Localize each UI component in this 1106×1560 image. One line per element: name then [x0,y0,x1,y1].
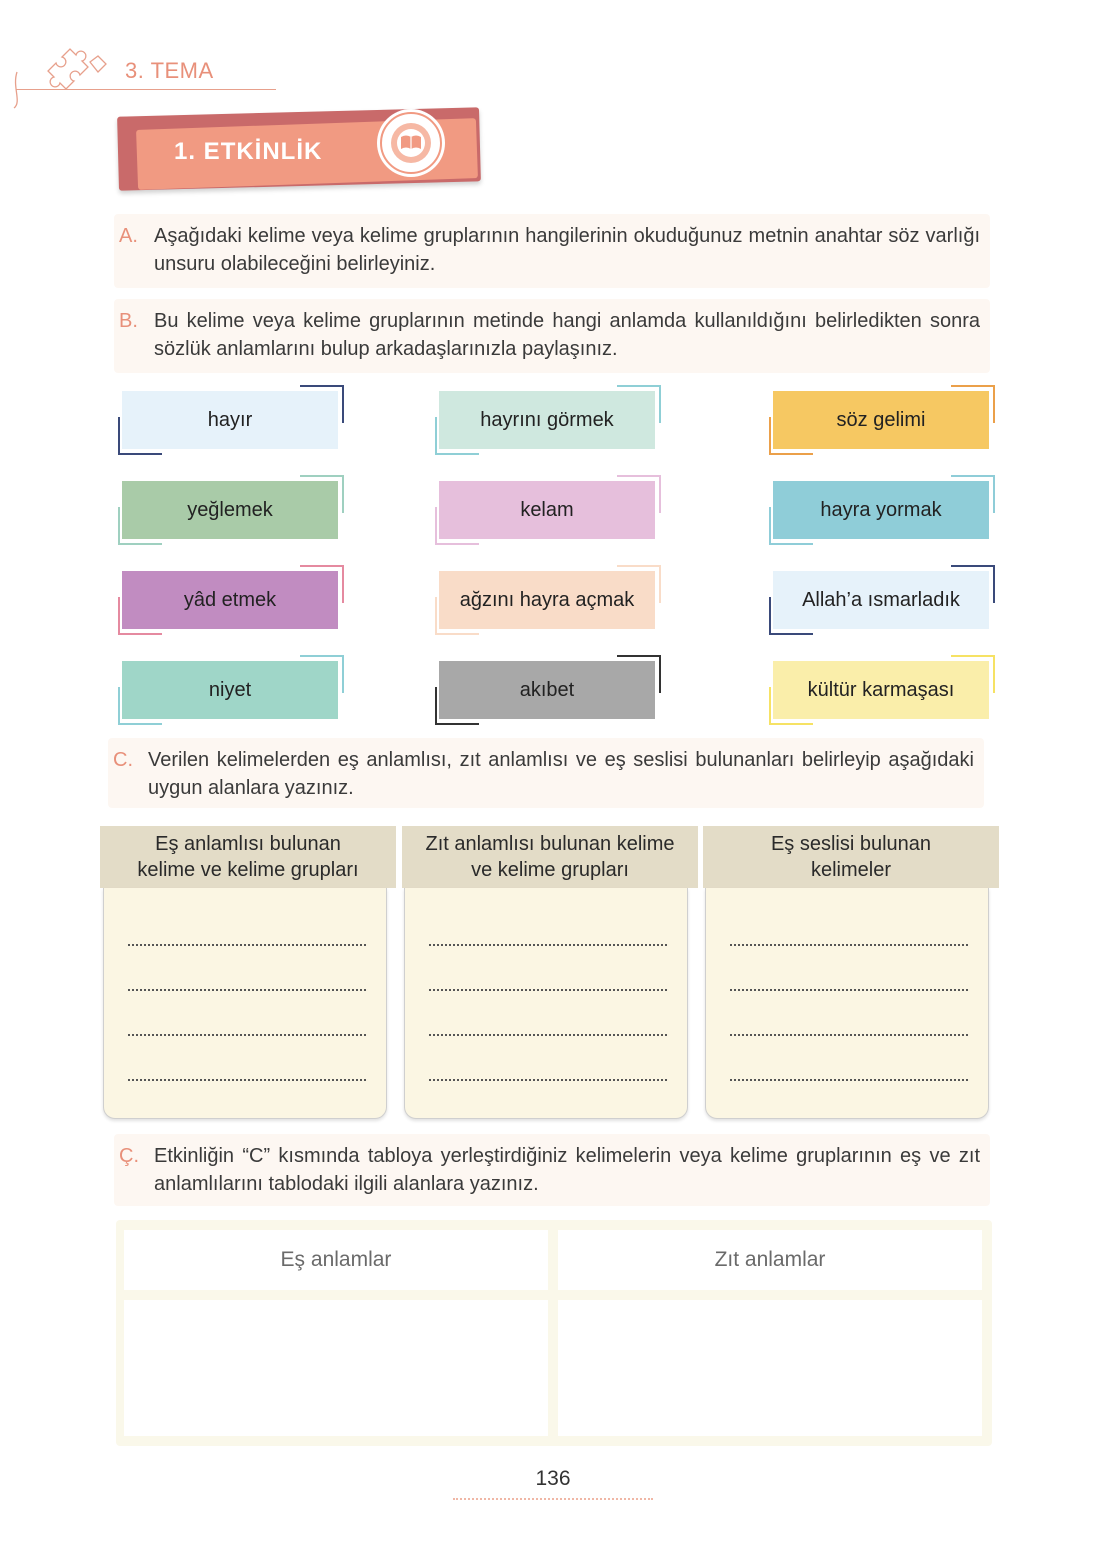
word-card: kelam [439,481,655,539]
card-corner-accent [300,655,344,693]
column-header-homonym [703,826,999,888]
answer-line [429,1033,667,1036]
card-corner-accent [769,687,813,725]
answer-line [730,988,968,991]
word-card: yâd etmek [122,571,338,629]
card-corner-accent [951,385,995,423]
answer-line [730,1033,968,1036]
instruction-a-text: Aşağıdaki kelime veya kelime gruplarının hangilerinin okuduğunuz metnin anahtar söz varlığı unsuru olabileceğini belirleyiniz. [154,225,980,275]
card-corner-accent [300,565,344,603]
card-corner-accent [300,475,344,513]
card-corner-accent [300,385,344,423]
card-corner-accent [118,687,162,725]
answer-line [429,943,667,946]
activity-title: 1. ETKİNLİK [174,138,323,165]
word-card: hayrını görmek [439,391,655,449]
page-number-underline [453,1494,653,1500]
card-corner-accent [118,417,162,455]
column-header-synonym-text: Eş anlamlısı bulunan kelime ve kelime grupları [137,833,359,881]
column-header-synonym [100,826,396,888]
column-header-homonym-text: Eş seslisi bulunan kelimeler [770,833,932,881]
card-corner-accent [769,417,813,455]
column-synonym-area[interactable] [103,888,387,1119]
meanings-table [116,1220,992,1446]
answer-line [128,1033,366,1036]
label-cc: Ç. [119,1145,139,1167]
instruction-cc [114,1134,990,1206]
column-header-antonym [402,826,698,888]
card-corner-accent [769,597,813,635]
card-corner-accent [951,655,995,693]
label-b: B. [119,310,138,332]
card-corner-accent [617,475,661,513]
answer-line [128,988,366,991]
label-a: A. [119,225,138,247]
answer-line [730,943,968,946]
answer-line [429,988,667,991]
word-card: hayır [122,391,338,449]
word-card: kültür karmaşası [773,661,989,719]
answer-line [128,943,366,946]
card-corner-accent [951,475,995,513]
column-header-antonym-text: Zıt anlamlısı bulunan kelime ve kelime grupları [425,833,675,881]
column-antonym-area[interactable] [404,888,688,1119]
instruction-cc-text: Etkinliğin “C” kısmında tabloya yerleştirdiğiniz kelimelerin veya kelime gruplarının eş ve zıt anlamlılarını tablodaki ilgili alanlara yazınız. [154,1145,980,1195]
instruction-a [114,214,990,288]
instruction-c-text: Verilen kelimelerden eş anlamlısı, zıt anlamlısı ve eş seslisi bulunanları belirleyip aşağıdaki uygun alanlara yazınız. [148,749,974,799]
card-corner-accent [769,507,813,545]
card-corner-accent [118,507,162,545]
word-card: ağzını hayra açmak [439,571,655,629]
card-corner-accent [118,597,162,635]
word-card: akıbet [439,661,655,719]
answer-line [429,1078,667,1081]
instruction-c [108,738,984,808]
card-corner-accent [951,565,995,603]
instruction-b-text: Bu kelime veya kelime gruplarının metinde hangi anlamda kullanıldığını belirledikten sonra sözlük anlamlarını bulup arkadaşlarınızla paylaşınız. [154,310,980,360]
card-corner-accent [617,385,661,423]
column-homonym-area[interactable] [705,888,989,1119]
card-corner-accent [435,417,479,455]
label-c: C. [113,749,133,771]
theme-underline [16,89,276,90]
card-corner-accent [435,687,479,725]
book-icon [375,107,447,179]
synonyms-area[interactable] [124,1300,548,1436]
card-corner-accent [617,565,661,603]
word-card: söz gelimi [773,391,989,449]
word-card: Allah’a ısmarladık [773,571,989,629]
word-card: niyet [122,661,338,719]
word-card: yeğlemek [122,481,338,539]
puzzle-icon [12,42,122,112]
antonyms-area[interactable] [558,1300,982,1436]
word-card: hayra yormak [773,481,989,539]
card-corner-accent [435,597,479,635]
antonyms-header: Zıt anlamlar [558,1230,982,1290]
instruction-b [114,299,990,373]
synonyms-header: Eş anlamlar [124,1230,548,1290]
theme-title: 3. TEMA [125,58,214,83]
card-corner-accent [435,507,479,545]
answer-line [128,1078,366,1081]
page-number: 136 [535,1467,571,1490]
answer-line [730,1078,968,1081]
card-corner-accent [617,655,661,693]
